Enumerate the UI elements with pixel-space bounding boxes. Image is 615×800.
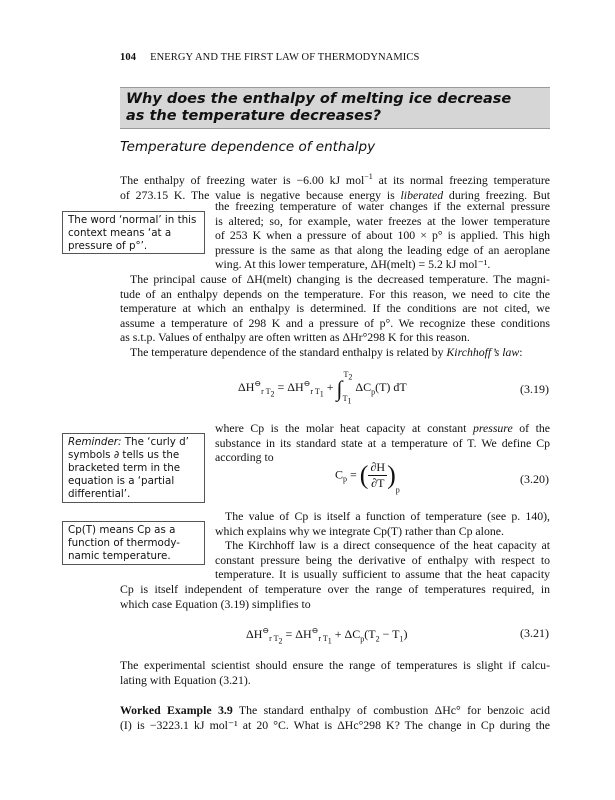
paragraph-6-cont	[120, 582, 550, 611]
margin-note-normal: The word ‘normal’ in this context means ‘at a pressure of p°’.	[62, 211, 205, 254]
equation-3-21: $\Delta H^⊖_{r T_2} = \Delta H^⊖_{r T_1} + \Delta C_p(T_2 - T_1)$	[246, 626, 408, 646]
text-line: The principal cause of ΔH(melt) changing is the decreased temperature. The magni-	[130, 272, 550, 286]
text-line: substance in its standard state at a temperature of T. We define Cp	[215, 435, 550, 450]
text-line: constant pressure being the derivative of enthalpy with respect to	[215, 552, 550, 567]
text-line: is altered; so, for example, water freezes at the lower temperature	[215, 213, 550, 228]
worked-example	[120, 703, 550, 732]
equation-number-3-20: (3.20)	[520, 472, 549, 486]
text-line: tude of an enthalpy depends on the temperature. For this reason, we need to cite the	[120, 286, 550, 301]
text-line: pressure is the same as that along the leading edge of an aeroplane	[215, 242, 550, 257]
text-line: The value of Cp is itself a function of temperature (see p. 140),	[225, 509, 550, 523]
margin-note-cp: Cp(T) means Cp as a function of thermody-namic temperature.	[62, 521, 205, 565]
question-box	[120, 87, 550, 129]
text-line: The experimental scientist should ensure the range of temperatures is slight if calcu-	[120, 658, 550, 672]
text-line: according to	[215, 450, 274, 465]
running-head	[120, 52, 419, 63]
text-line: lating with Equation (3.21).	[120, 672, 251, 687]
reminder-label: Reminder:	[68, 436, 122, 448]
emphasis: pressure	[472, 421, 513, 435]
equation-3-19: $\Delta H^⊖_{r T_2} = \Delta H^⊖_{r T_1} + \int_{T_1}^{T_2}$ $\Delta C_p(T)$ dT	[238, 370, 407, 406]
text: :	[519, 344, 523, 359]
text-line: The enthalpy of freezing water is −6.00 kJ mol$^{-1}$ at its normal freezing temperature	[120, 172, 550, 187]
text-line: which explains why we integrate Cp(T) rather than Cp alone.	[215, 523, 504, 538]
section-heading: Temperature dependence of enthalpy	[120, 139, 376, 155]
text: of the	[512, 421, 551, 435]
paragraph-1	[120, 170, 550, 202]
paragraph-2	[120, 272, 550, 360]
text-line: as s.t.p. Values of enthalpy are often written as ΔHr°298 K for this reason.	[120, 330, 470, 345]
text-line: which case Equation (3.19) simplifies to	[120, 596, 311, 611]
question-line-1: Why does the enthalpy of melting ice decrease	[126, 91, 512, 107]
text-line: assume a temperature of 298 K and a pressure of p°. We recognize these conditions	[120, 315, 550, 330]
text-line	[215, 421, 550, 436]
text-line: (I) is −3223.1 kJ mol⁻¹ at 20 °C. What is ΔHc°298 K? The change in Cp during the	[120, 717, 550, 732]
margin-note-reminder	[62, 433, 205, 503]
text-line: temperature at which an enthalpy is determined. If the conditions are not cited, we	[120, 301, 550, 316]
paragraph-1-cont	[215, 199, 550, 272]
emphasis: liberated	[400, 187, 444, 202]
text-line: the freezing temperature of water changes if the external pressure	[215, 199, 550, 213]
text-line: Cp is itself independent of temperature over the range of temperatures required, in	[120, 582, 550, 596]
emphasis: Kirchhoff’s law	[446, 344, 520, 359]
reminder-text: The ‘curly d’ symbols ∂ tells us the bracketed term in the equation is a ‘partial differential’.	[68, 436, 189, 500]
text: where Cp is the molar heat capacity at constant	[215, 421, 473, 435]
text: The enthalpy of freezing water is −6.00 kJ mol	[120, 172, 365, 187]
paragraph-4	[215, 421, 550, 465]
text: The temperature dependence of the standard enthalpy is related by	[130, 344, 447, 359]
worked-example-label: Worked Example 3.9	[120, 703, 233, 717]
text-line: of 253 K when a pressure of about 100 × p° is applied. This high	[215, 228, 550, 243]
equation-3-20: $C_p$ = ( $\frac{\partial H}{\partial T}$ )$_p$	[335, 460, 400, 495]
equation-number-3-21: (3.21)	[520, 626, 549, 640]
text: of 273.15 K. The value is negative because energy is	[120, 187, 401, 202]
text: during freezing. But	[443, 187, 550, 202]
paragraph-5	[215, 509, 550, 582]
question-line-2: as the temperature decreases?	[126, 108, 381, 124]
text-line: temperature. It is usually sufficient to assume that the heat capacity	[215, 567, 550, 582]
text-line: The Kirchhoff law is a direct consequence of the heat capacity at	[225, 538, 550, 553]
text-line	[120, 703, 550, 718]
text-line	[120, 345, 550, 360]
text: at its normal freezing temperature	[372, 172, 550, 187]
paragraph-7	[120, 658, 550, 687]
page-number: 104	[120, 52, 137, 63]
text: The standard enthalpy of combustion ΔHc° for benzoic acid	[232, 703, 550, 717]
running-title: ENERGY AND THE FIRST LAW OF THERMODYNAMICS	[150, 52, 420, 63]
equation-number-3-19: (3.19)	[520, 382, 549, 396]
text-line: wing. At this lower temperature, ΔH(melt) = 5.2 kJ mol⁻¹.	[215, 257, 491, 272]
